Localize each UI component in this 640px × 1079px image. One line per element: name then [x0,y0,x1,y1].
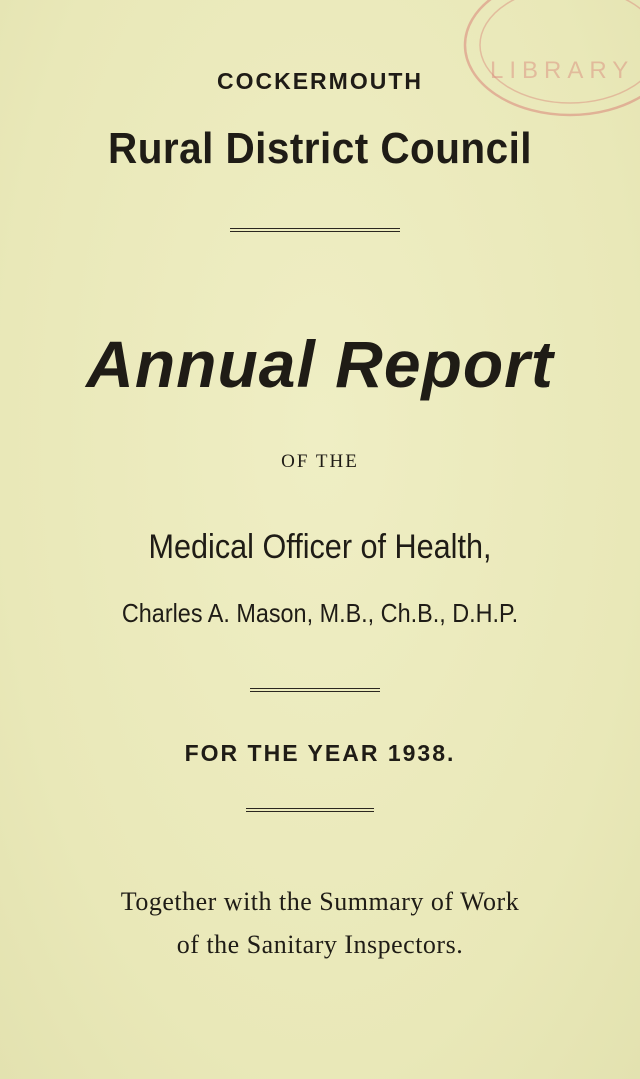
officer-name: Charles A. Mason, M.B., Ch.B., D.H.P. [121,598,519,628]
library-stamp-icon [450,0,640,130]
officer-title: Medical Officer of Health, [148,528,492,566]
town-name: COCKERMOUTH [217,68,423,94]
stamp-text: LIBRARY [490,57,635,84]
summary-line-1: Together with the Summary of Work [120,887,520,916]
council-name: Rural District Council [108,124,532,173]
report-title: Annual Report [86,327,554,401]
report-year: FOR THE YEAR 1938. [184,740,456,766]
double-rule-divider [230,228,400,232]
double-rule-divider [246,808,374,812]
of-the-text: OF THE [281,451,359,472]
double-rule-divider [250,688,380,692]
summary-line-2: of the Sanitary Inspectors. [176,930,464,959]
